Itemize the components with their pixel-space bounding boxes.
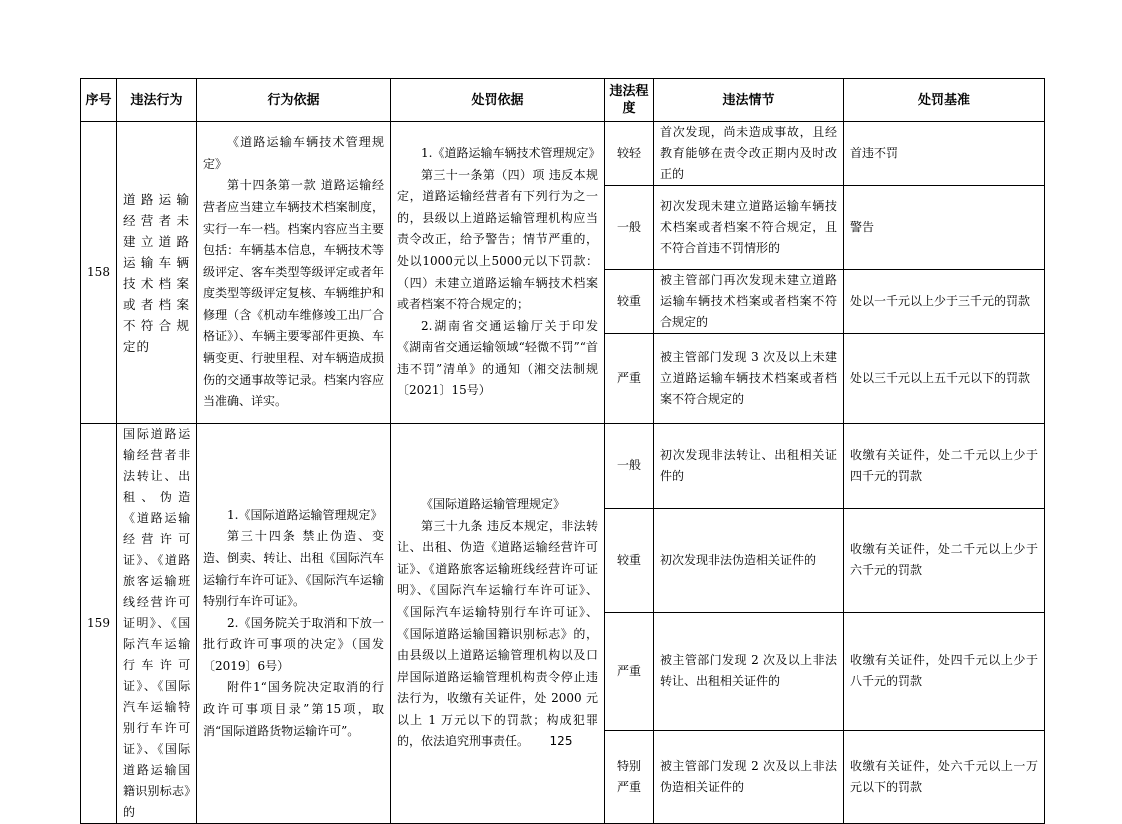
basis-paragraph: 第十四条第一款 道路运输经营者应当建立车辆技术档案制度，实行一车一档。档案内容应当主要包括：车辆基本信息，车辆技术等级评定、客车类型等级评定或者年度类型等级评定复核、车辆维护和修理（含《机动车维修竣工出厂合格证》）、车辆主要零部件更换、车辆变更、行驶里程、对车辆造成损伤的交通事故等记录。档案内容应当准确、详实。 [203, 178, 384, 409]
header-behavior-basis: 行为依据 [197, 79, 391, 122]
level-circumstance: 初次发现未建立道路运输车辆技术档案或者档案不符合规定，且不符合首违不罚情形的 [654, 186, 844, 270]
basis-paragraph: 附件1“国务院决定取消的行政许可事项目录”第15项，取消“国际道路货物运输许可”。 [203, 680, 384, 738]
table-row [81, 122, 1045, 186]
level-standard: 处以一千元以上少于三千元的罚款 [844, 270, 1045, 334]
row-serial: 159 [81, 424, 117, 824]
level-degree: 较轻 [605, 122, 654, 186]
row-violation: 道路运输经营者未建立道路运输车辆技术档案或者档案不符合规定的 [117, 122, 197, 424]
level-circumstance: 被主管部门发现 3 次及以上未建立道路运输车辆技术档案或者档案不符合规定的 [654, 334, 844, 424]
row-behavior-basis [197, 122, 391, 424]
basis-paragraph: 2.《国务院关于取消和下放一批行政许可事项的决定》（国发〔2019〕6号） [203, 615, 384, 673]
level-circumstance: 首次发现，尚未造成事故，且经教育能够在责令改正期内及时改正的 [654, 122, 844, 186]
header-circumstance: 违法情节 [654, 79, 844, 122]
level-degree: 一般 [605, 186, 654, 270]
header-standard: 处罚基准 [844, 79, 1045, 122]
level-circumstance: 被主管部门发现 2 次及以上非法转让、出租相关证件的 [654, 613, 844, 731]
basis-paragraph: 《道路运输车辆技术管理规定》 [203, 135, 384, 171]
penalty-paragraph: 2.湖南省交通运输厅关于印发《湖南省交通运输领域“轻微不罚”“首违不罚”清单》的通知（湘交法制规〔2021〕15号） [397, 318, 598, 398]
basis-paragraph: 1.《国际道路运输管理规定》 [227, 507, 383, 522]
level-degree: 特别严重 [605, 730, 654, 823]
row-penalty-basis [391, 424, 605, 824]
page-number: 125 [549, 734, 573, 748]
penalty-paragraph: 1.《道路运输车辆技术管理规定》 [421, 145, 601, 160]
level-degree: 较重 [605, 270, 654, 334]
row-behavior-basis [197, 424, 391, 824]
level-standard: 警告 [844, 186, 1045, 270]
level-circumstance: 被主管部门发现 2 次及以上非法伪造相关证件的 [654, 730, 844, 823]
level-degree: 一般 [605, 424, 654, 509]
level-standard: 首违不罚 [844, 122, 1045, 186]
header-violation: 违法行为 [117, 79, 197, 122]
level-degree: 较重 [605, 508, 654, 612]
penalty-table [80, 78, 1045, 824]
level-standard: 收缴有关证件，处二千元以上少于四千元的罚款 [844, 424, 1045, 509]
level-standard: 收缴有关证件，处六千元以上一万元以下的罚款 [844, 730, 1045, 823]
basis-paragraph: 第三十四条 禁止伪造、变造、倒卖、转让、出租《国际汽车运输行车许可证》、《国际汽车运输特别行车许可证》。 [203, 529, 384, 609]
header-serial: 序号 [81, 79, 117, 122]
row-serial: 158 [81, 122, 117, 424]
level-circumstance: 初次发现非法伪造相关证件的 [654, 508, 844, 612]
table-row [81, 424, 1045, 509]
level-degree: 严重 [605, 613, 654, 731]
row-violation: 国际道路运输经营者非法转让、出租、伪造《道路运输经营许可证》、《道路旅客运输班线经营许可证明》、《国际汽车运输行车许可证》、《国际汽车运输特别行车许可证》、《国际道路运输国籍识别标志》的 [117, 424, 197, 824]
level-circumstance: 初次发现非法转让、出租相关证件的 [654, 424, 844, 509]
penalty-paragraph: 第三十九条 违反本规定，非法转让、出租、伪造《道路运输经营许可证》、《道路旅客运输班线经营许可证明》、《国际汽车运输行车许可证》、《国际汽车运输特别行车许可证》、《国际道路运输国籍识别标志》的，由县级以上道路运输管理机构以及口岸国际道路运输管理机构责令停止违法行为，收缴有关证件，处 2000 元以上 1 万元以下的罚款；构成犯罪的，依法追究刑事责任。 [397, 518, 598, 749]
level-standard: 收缴有关证件，处二千元以上少于六千元的罚款 [844, 508, 1045, 612]
header-penalty-basis: 处罚依据 [391, 79, 605, 122]
penalty-paragraph: 《国际道路运输管理规定》 [421, 496, 566, 511]
row-penalty-basis [391, 122, 605, 424]
header-row [81, 79, 1045, 122]
header-degree: 违法程度 [605, 79, 654, 122]
level-standard: 处以三千元以上五千元以下的罚款 [844, 334, 1045, 424]
level-standard: 收缴有关证件，处四千元以上少于八千元的罚款 [844, 613, 1045, 731]
penalty-paragraph: 第三十一条第（四）项 违反本规定，道路运输经营者有下列行为之一的，县级以上道路运输管理机构应当责令改正，给予警告；情节严重的，处以1000元以上5000元以下罚款：（四）未建立道路运输车辆技术档案或者档案不符合规定的； [397, 167, 598, 312]
level-degree: 严重 [605, 334, 654, 424]
level-circumstance: 被主管部门再次发现未建立道路运输车辆技术档案或者档案不符合规定的 [654, 270, 844, 334]
